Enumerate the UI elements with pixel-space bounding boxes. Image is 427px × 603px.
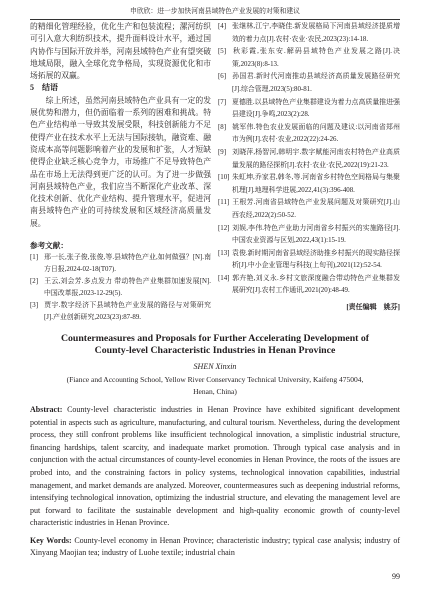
reference-item	[218, 147, 400, 172]
reference-item	[218, 71, 400, 96]
page-number: 99	[392, 572, 400, 581]
reference-number: [4]	[218, 23, 227, 30]
reference-item	[218, 97, 400, 122]
author-name: SHEN Xinxin	[193, 362, 237, 371]
reference-item	[30, 252, 211, 276]
reference-number: [2]	[30, 278, 39, 286]
author-affiliation: (Fiance and Accounting School, Yellow River Conservancy Technical University, Kaifeng 475004, Henan, China)	[66, 375, 364, 396]
editor-note: [责任编辑 姚芬]	[346, 303, 400, 312]
reference-item	[218, 273, 400, 298]
reference-number: [5]	[218, 48, 227, 56]
reference-number: [1]	[30, 254, 39, 262]
reference-item	[218, 197, 400, 222]
reference-number: [9]	[218, 148, 227, 156]
references-heading: 参考文献：	[30, 241, 68, 251]
reference-text: 孙国君.新时代河南推动县域经济高质量发展路径研究[J].综合管理,2023(5):80-81.	[232, 73, 400, 93]
keywords-label: Key Words:	[30, 535, 72, 545]
reference-number: [10]	[218, 174, 230, 182]
reference-text: 刘晓萍,杨智河,韩明宇.数字赋能河南农村特色产业高质量发展的路径探析[J].农村·农业·农民,2022(19):21-23.	[232, 148, 400, 169]
english-title: Countermeasures and Proposals for Further Accelerating Development of County-level Characteristic Industries in Henan Province	[60, 333, 370, 356]
reference-text: 袁俊.新时期河南省县域经济助推乡村振兴的现实路径探析[J].中小企业管理与科技(上旬刊),2021(12):52-54.	[232, 249, 400, 270]
section-heading: 5 结语	[30, 83, 58, 93]
reference-number: [3]	[30, 302, 39, 310]
reference-text: 刘娱,李伟.特色产业助力河南省乡村振兴的实施路径[J].中国农业资源与区划,2022,43(1):15-19.	[232, 224, 400, 245]
reference-item	[30, 276, 211, 300]
right-column	[218, 21, 400, 313]
reference-number: [14]	[218, 274, 230, 282]
reference-text: 秋彩霞,张东安.解码县域特色产业发展之路[J].决策,2023(8):8-13.	[232, 48, 400, 68]
reference-number: [7]	[218, 98, 227, 106]
reference-item	[218, 46, 400, 71]
conclusion-paragraph: 综上所述，虽然河南县域特色产业具有一定的发展优势和潜力，但仍面临着一系列的困难和挑战。特色产业结构单一导致其发展受限，科技创新能力不足使得产业在技术水平上无法与国际接轨，融资难、融资成本高等问题影响着产业的发展和扩张，人才短缺使得企业缺乏核心竞争力，市场推广不足导致特色产品在市场上无法得到更广泛的认可。为了进一步做强河南县域特色产业，我们应当不断深化产业改革、深化技术创新、优化产业结构、提升管理水平，促进河南县域特色产业的可持续发展和区域经济高质量发展。	[30, 95, 211, 228]
abstract-text: County-level characteristic industries in Henan Province have exhibited significant development potential in aspects such as agriculture, manufacturing, and cultural tourism. Nevertheless, during the development process, they still confront problems like insufficient technological innovation, a simplistic industrial structure, financing hardships, talent scarcity, and inadequate market promotion. Through typical case analysis and in conjunction with the actual circumstances of county-level economies in Henan Province, the roots of the issues are probed into, and the constraining factors in policy systems, technological innovation capabilities, industrial management, and market demands are analyzed. Moreover, countermeasures such as deepening industrial reforms, intensifying technological innovation, optimizing the industrial structure, and elevating the management level are put forward to facilitate the sustainable development and high-quality economic growth of county-level characteristic industries in Henan Province.	[30, 405, 401, 528]
reference-item	[218, 122, 400, 147]
reference-number: [11]	[218, 199, 230, 207]
keywords-paragraph	[30, 535, 400, 560]
reference-text: 邢一长,张子俊,张俊,等.县域特色产业,如何做强？[N].南方日报,2024-02-18(T07).	[44, 254, 211, 274]
reference-text: 夏德胜.以县域特色产业集群建设为着力点高质量推进强县建设[J].争鸣,2023(2):28.	[232, 98, 400, 119]
reference-text: 王云,刘会芳.多点发力 带动特色产业集群加速发展[N].中国改革报,2023-12-29(5).	[44, 278, 211, 298]
reference-text: 王根芳.河南省县域特色产业发展问题及对策研究[J].山西农经,2022(2):50-52.	[232, 199, 400, 219]
running-header: 申欣欣：进一步加快河南县域特色产业发展的对策和建议	[30, 6, 400, 20]
left-column	[30, 21, 211, 324]
reference-item	[218, 223, 400, 248]
reference-text: 郭卉艳,刘义永.乡村文旅深度融合带动特色产业集群发展研究[J].农村工作通讯,2021(20):48-49.	[232, 274, 400, 295]
abstract-label: Abstract:	[30, 405, 63, 414]
reference-item	[218, 248, 400, 273]
abstract-paragraph	[30, 404, 400, 530]
reference-number: [6]	[218, 73, 227, 81]
reference-item	[218, 21, 400, 46]
reference-text: 张继林,江宁,李晓佳.新发展格局下河南县域经济提质增效的着力点[J].农村·农业·农民,2023(23):14-18.	[232, 23, 400, 43]
continued-paragraph: 的精细化管理经验，优化生产和包装流程；漯河纺织可引入意大利纺织技术，提升面料设计水平，通过国内协作与国际开放并举，河南县域特色产业有望突破地域局限，融入全球化竞争格局，实现资源优化和市场拓展的双赢。	[30, 22, 211, 81]
english-abstract-block	[30, 333, 400, 560]
reference-number: [12]	[218, 224, 230, 232]
reference-number: [8]	[218, 123, 227, 131]
reference-item	[218, 172, 400, 197]
reference-item	[30, 300, 211, 324]
reference-number: [13]	[218, 249, 230, 257]
keywords-text: County-level economy in Henan Province; characteristic industry; typical case analysis; industry of Xinyang Maojian tea; industry of Luohe textile; industrial chain	[30, 535, 401, 558]
reference-text: 朱虹坤,乔家君,韩冬,等.河南省乡村特色空间格局与集聚机理[J].地理科学进展,2022,41(3):396-408.	[232, 174, 400, 194]
reference-text: 姚军伟.特色农业发展面临的问题及建议:以河南省郑州市为例[J].农村·农业,2022(22):24-26.	[232, 123, 400, 144]
reference-text: 贾宇.数字经济下县域特色产业发展的路径与对策研究[J].产业创新研究,2023(23):87-89.	[44, 302, 211, 322]
